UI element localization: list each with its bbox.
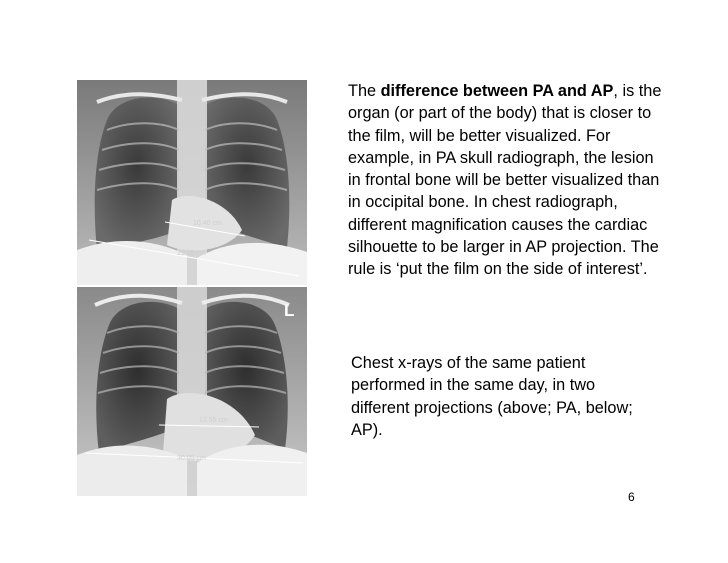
ap-xray-graphic bbox=[77, 287, 307, 496]
ap-chest-xray bbox=[77, 287, 307, 496]
ap-heart-measure: 12.55 cm bbox=[199, 417, 228, 424]
pa-chest-measure: 29.85 cm bbox=[177, 250, 206, 257]
main-text-lead: The bbox=[348, 82, 381, 100]
image-caption: Chest x-rays of the same patient performed in the same day, in two different projections (above; PA, below; AP). bbox=[351, 354, 633, 439]
main-text-bold: difference between PA and AP bbox=[380, 82, 614, 100]
pa-chest-xray bbox=[77, 80, 307, 285]
pa-heart-measure: 10.40 cm bbox=[193, 220, 222, 227]
page-number: 6 bbox=[628, 490, 635, 504]
main-text bbox=[348, 80, 668, 281]
side-marker-label: L bbox=[284, 301, 295, 320]
main-text-rest: , is the organ (or part of the body) that is closer to the film, will be better visualized. For example, in PA skull radiograph, the lesion in frontal bone will be better visualized than in occipital bone. In chest radiograph, different magnification causes the cardiac silhouette to be larger in AP projection. The rule is ‘put the film on the side of interest’. bbox=[348, 82, 662, 279]
ap-chest-measure: 30.05 cm bbox=[177, 455, 206, 462]
